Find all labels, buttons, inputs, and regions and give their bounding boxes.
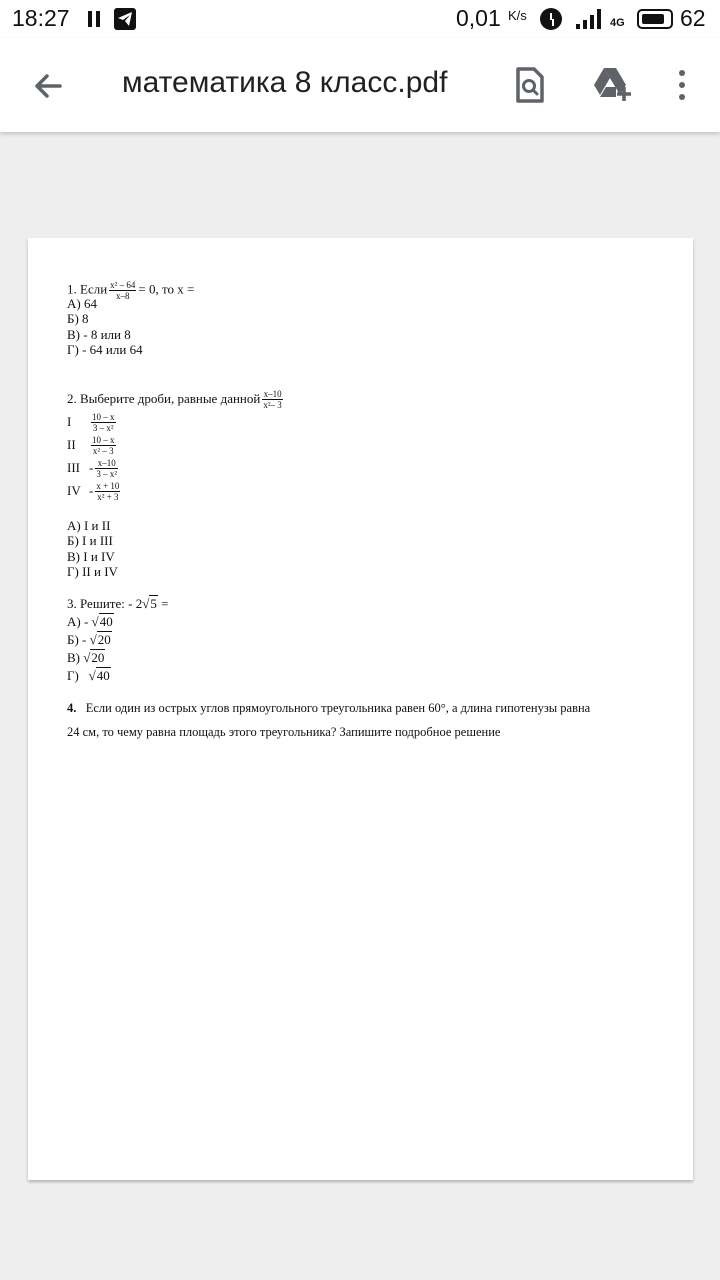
answer-option: Б) I и III <box>67 533 113 548</box>
fraction-numerator: x–10 <box>95 458 118 469</box>
question-4-line-1 <box>67 696 590 720</box>
answer-option: Г) - 64 или 64 <box>67 342 143 357</box>
question-1-suffix: = 0, то x = <box>138 281 195 297</box>
fraction-option <box>67 410 590 433</box>
radicand: 40 <box>99 613 113 629</box>
alarm-icon <box>540 8 562 30</box>
option-roman: III <box>67 459 80 475</box>
square-root: √20 <box>89 631 111 647</box>
network-speed: 0,01 <box>456 5 501 31</box>
question-2 <box>67 388 590 580</box>
fraction-numerator: 10 – x <box>92 412 115 423</box>
answer-option: В) I и IV <box>67 548 115 564</box>
square-root: √40 <box>91 613 113 629</box>
network-type: 4G <box>610 17 625 29</box>
document-content <box>67 280 590 744</box>
answer-option <box>67 614 590 632</box>
fraction-numerator: x + 10 <box>96 481 120 492</box>
fraction-numerator: x² – 64 <box>110 280 136 290</box>
status-bar <box>0 0 720 38</box>
question-1 <box>67 280 590 358</box>
option-roman: I <box>67 413 72 429</box>
answer-option <box>67 650 590 668</box>
question-4-line-2: 24 см, то чему равна площадь этого треугольника? Запишите подробное решение <box>67 724 501 739</box>
answer-option: Г) II и IV <box>67 564 118 579</box>
option-roman: IV <box>67 482 81 498</box>
square-root: √5 <box>142 595 157 611</box>
app-bar <box>0 38 720 132</box>
option-fraction <box>91 412 116 433</box>
fraction-denominator: x² + 3 <box>97 492 119 503</box>
question-2-text <box>67 388 590 410</box>
answer-option: В) - 8 или 8 <box>67 326 131 342</box>
drive-add-icon[interactable] <box>590 65 634 105</box>
question-1-prefix: 1. Если <box>67 281 108 297</box>
option-roman: II <box>67 436 76 452</box>
fraction-option <box>67 456 590 479</box>
option-sign: - <box>89 459 94 475</box>
option-fraction <box>95 481 120 502</box>
fraction-numerator: x–10 <box>263 389 282 400</box>
question-3-prefix: 3. Решите: - 2 <box>67 595 143 611</box>
question-4-number: 4. <box>67 700 77 715</box>
answer-option <box>67 632 590 650</box>
answer-label: Б) - <box>67 631 87 647</box>
square-root: √40 <box>88 667 110 683</box>
pdf-page[interactable] <box>28 238 693 1180</box>
radicand: 20 <box>91 649 105 665</box>
fraction-denominator: 3 – x² <box>92 423 114 434</box>
question-3-suffix: = <box>157 595 169 611</box>
pause-icon <box>86 11 102 27</box>
status-time: 18:27 <box>12 5 70 31</box>
fraction-denominator: 3 – x² <box>96 469 118 480</box>
fraction-denominator: x–8 <box>116 291 130 301</box>
battery-icon <box>637 9 673 29</box>
option-sign: - <box>89 482 94 498</box>
fraction-denominator: x²– 3 <box>263 400 282 411</box>
more-vert-icon[interactable] <box>670 65 694 105</box>
telegram-icon <box>114 8 136 30</box>
fraction-numerator: 10 – x <box>92 435 115 446</box>
question-4-text-1: Если один из острых углов прямоугольного треугольника равен 60°, а длина гипотенузы равна <box>85 700 591 715</box>
question-4 <box>67 696 590 744</box>
fraction-denominator: x² – 3 <box>92 446 114 457</box>
question-1-text <box>67 280 590 301</box>
signal-strength-icon <box>574 9 604 29</box>
network-speed-unit: K/s <box>508 8 527 23</box>
fraction-option <box>67 433 590 456</box>
question-3 <box>67 596 590 686</box>
battery-level: 62 <box>680 5 706 31</box>
option-fraction <box>91 435 116 456</box>
option-fraction <box>95 458 118 479</box>
back-arrow-icon[interactable] <box>28 66 68 106</box>
find-in-document-icon[interactable] <box>510 65 550 105</box>
answer-option: А) 64 <box>67 295 97 311</box>
question-3-text <box>67 596 590 614</box>
question-2-fraction <box>262 389 282 410</box>
answer-option: А) I и II <box>67 517 111 533</box>
answer-label: А) - <box>67 613 89 629</box>
answer-label: В) <box>67 649 80 665</box>
radicand: 5 <box>150 595 157 611</box>
question-2-prefix: 2. Выберите дроби, равные данной <box>67 390 261 406</box>
answer-option <box>67 668 590 686</box>
answer-option: Б) 8 <box>67 311 89 326</box>
document-title: математика 8 класс.pdf <box>122 66 448 99</box>
fraction-option <box>67 479 590 502</box>
square-root: √20 <box>83 649 105 665</box>
answer-label: Г) <box>67 667 79 683</box>
radicand: 40 <box>96 667 110 683</box>
radicand: 20 <box>97 631 111 647</box>
question-1-fraction <box>109 280 136 301</box>
